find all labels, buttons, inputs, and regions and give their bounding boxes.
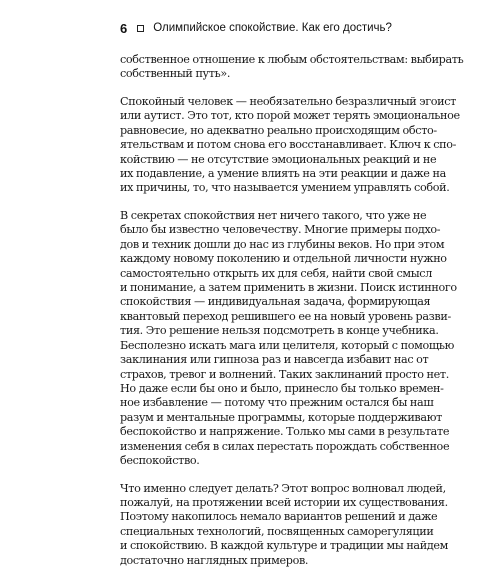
text-line: ятельствам и потом снова его восстанавливает. Ключ к спо- bbox=[120, 138, 457, 152]
text-line: койствию — не отсутствие эмоциональных реакций и не bbox=[120, 152, 437, 166]
text-line: было бы известно человечеству. Многие примеры подхо- bbox=[120, 223, 441, 237]
page-number: 6 bbox=[120, 20, 128, 36]
body-text bbox=[120, 53, 464, 568]
text-line: каждому новому поколению и отдельной личности нужно bbox=[120, 252, 447, 266]
text-line: их причины, то, что называется умением управлять собой. bbox=[120, 181, 450, 195]
text-line: Спокойный человек — необязательно безразличный эгоист bbox=[120, 95, 456, 108]
paragraph-1 bbox=[120, 53, 464, 82]
text-line: специальных технологий, посвященных саморегуляции bbox=[120, 524, 434, 538]
text-line: равновесие, но адекватно реально происходящим обсто- bbox=[120, 123, 437, 137]
text-line: ное избавление — потому что прежним остался бы наш bbox=[120, 396, 434, 410]
square-bullet-icon bbox=[137, 25, 144, 32]
text-line: и спокойствию. В каждой культуре и традиции мы найдем bbox=[120, 539, 449, 553]
text-line: В секретах спокойствия нет ничего такого, что уже не bbox=[120, 209, 427, 223]
text-line: Что именно следует делать? Этот вопрос волновал людей, bbox=[120, 481, 446, 495]
running-title: Олимпийское спокойствие. Как его достичь? bbox=[153, 22, 392, 34]
paragraph-3 bbox=[120, 209, 457, 468]
text-line: заклинания или гипноза раз и навсегда избавит нас от bbox=[120, 353, 429, 367]
text-line: или аутист. Это тот, кто порой может терять эмоциональное bbox=[120, 109, 460, 123]
text-line: беспокойство. bbox=[120, 453, 200, 467]
text-line: страхов, тревог и волнений. Таких заклинаний просто нет. bbox=[120, 367, 449, 381]
text-line: Бесполезно искать мага или целителя, который с помощью bbox=[120, 338, 455, 352]
text-line: Но даже если бы оно и было, принесло бы только времен- bbox=[120, 381, 444, 395]
text-line: изменения себя в силах перестать порождать собственное bbox=[120, 439, 450, 453]
text-line: пожалуй, на протяжении всей истории их существования. bbox=[120, 495, 448, 509]
text-line: разум и ментальные программы, которые поддерживают bbox=[120, 410, 442, 424]
paragraph-4 bbox=[120, 481, 449, 568]
text-line: собственное отношение к любым обстоятельствам: выбирать bbox=[120, 53, 464, 66]
text-line: Поэтому накопилось немало вариантов решений и даже bbox=[120, 510, 438, 524]
text-line: спокойствия — индивидуальная задача, формирующая bbox=[120, 295, 431, 309]
paragraph-2 bbox=[120, 95, 460, 196]
text-line: достаточно наглядных примеров. bbox=[120, 553, 309, 567]
text-line: дов и техник дошли до нас из глубины веков. Но при этом bbox=[120, 237, 445, 251]
text-line: тия. Это решение нельзя подсмотреть в конце учебника. bbox=[120, 324, 439, 338]
text-line: беспокойство и напряжение. Только мы сами в результате bbox=[120, 425, 450, 439]
text-line: самостоятельно открыть их для себя, найти свой смысл bbox=[120, 266, 432, 280]
text-line: их подавление, а умение влиять на эти реакции и даже на bbox=[120, 167, 446, 181]
text-line: квантовый переход решившего ее на новый уровень разви- bbox=[120, 309, 451, 323]
text-line: и понимание, а затем применить в жизни. Поиск истинного bbox=[120, 281, 457, 295]
text-line: собственный путь». bbox=[120, 67, 231, 81]
running-head bbox=[120, 20, 392, 36]
